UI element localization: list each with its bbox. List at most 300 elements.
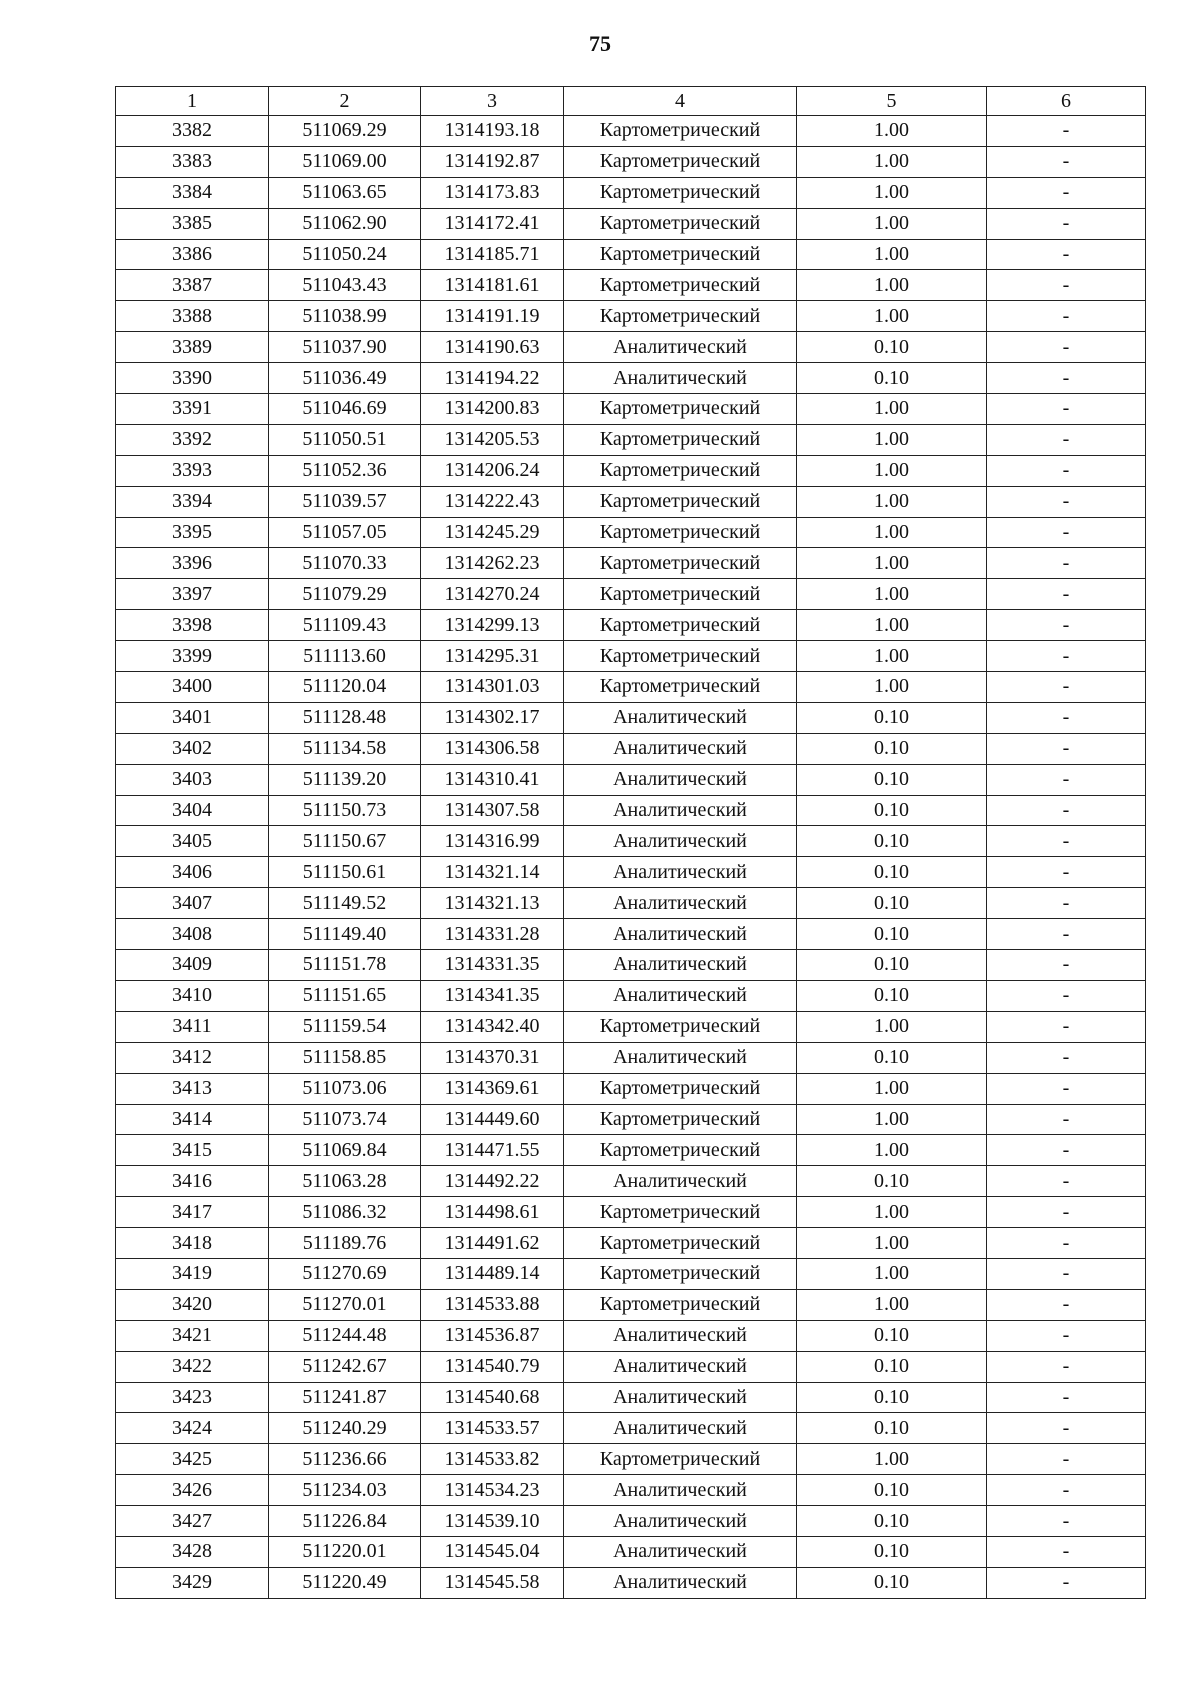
y-coordinate-cell: 1314299.13 [421, 610, 564, 641]
point-number-cell: 3386 [116, 239, 269, 270]
note-cell: - [987, 1413, 1146, 1444]
table-row [116, 1382, 1146, 1413]
y-coordinate-cell: 1314316.99 [421, 826, 564, 857]
x-coordinate-cell: 511149.40 [269, 919, 421, 950]
accuracy-cell: 0.10 [797, 1320, 987, 1351]
x-coordinate-cell: 511236.66 [269, 1444, 421, 1475]
x-coordinate-cell: 511037.90 [269, 332, 421, 363]
point-number-cell: 3389 [116, 332, 269, 363]
point-number-cell: 3412 [116, 1042, 269, 1073]
x-coordinate-cell: 511242.67 [269, 1351, 421, 1382]
point-number-cell: 3396 [116, 548, 269, 579]
y-coordinate-cell: 1314270.24 [421, 579, 564, 610]
table-row [116, 1506, 1146, 1537]
y-coordinate-cell: 1314206.24 [421, 455, 564, 486]
x-coordinate-cell: 511046.69 [269, 394, 421, 425]
note-cell: - [987, 826, 1146, 857]
y-coordinate-cell: 1314307.58 [421, 795, 564, 826]
method-cell: Аналитический [564, 702, 797, 733]
point-number-cell: 3421 [116, 1320, 269, 1351]
method-cell: Аналитический [564, 1536, 797, 1567]
x-coordinate-cell: 511043.43 [269, 270, 421, 301]
table-row [116, 1320, 1146, 1351]
y-coordinate-cell: 1314193.18 [421, 116, 564, 147]
accuracy-cell: 1.00 [797, 1444, 987, 1475]
note-cell: - [987, 455, 1146, 486]
accuracy-cell: 1.00 [797, 208, 987, 239]
table-row [116, 301, 1146, 332]
accuracy-cell: 1.00 [797, 672, 987, 703]
point-number-cell: 3391 [116, 394, 269, 425]
y-coordinate-cell: 1314245.29 [421, 517, 564, 548]
note-cell: - [987, 548, 1146, 579]
accuracy-cell: 0.10 [797, 1351, 987, 1382]
table-row [116, 1166, 1146, 1197]
accuracy-cell: 0.10 [797, 1042, 987, 1073]
table-row [116, 1413, 1146, 1444]
method-cell: Картометрический [564, 548, 797, 579]
method-cell: Картометрический [564, 270, 797, 301]
x-coordinate-cell: 511244.48 [269, 1320, 421, 1351]
y-coordinate-cell: 1314369.61 [421, 1073, 564, 1104]
method-cell: Картометрический [564, 1258, 797, 1289]
accuracy-cell: 0.10 [797, 1413, 987, 1444]
accuracy-cell: 1.00 [797, 548, 987, 579]
column-header-1: 1 [116, 87, 269, 116]
note-cell: - [987, 208, 1146, 239]
method-cell: Аналитический [564, 980, 797, 1011]
table-row [116, 919, 1146, 950]
column-header-5: 5 [797, 87, 987, 116]
table-row [116, 1042, 1146, 1073]
table-row [116, 1258, 1146, 1289]
method-cell: Аналитический [564, 1567, 797, 1598]
method-cell: Картометрический [564, 239, 797, 270]
point-number-cell: 3407 [116, 888, 269, 919]
point-number-cell: 3402 [116, 733, 269, 764]
method-cell: Аналитический [564, 857, 797, 888]
note-cell: - [987, 1506, 1146, 1537]
x-coordinate-cell: 511158.85 [269, 1042, 421, 1073]
x-coordinate-cell: 511039.57 [269, 486, 421, 517]
accuracy-cell: 0.10 [797, 980, 987, 1011]
method-cell: Аналитический [564, 332, 797, 363]
column-header-3: 3 [421, 87, 564, 116]
note-cell: - [987, 1351, 1146, 1382]
note-cell: - [987, 1536, 1146, 1567]
note-cell: - [987, 764, 1146, 795]
x-coordinate-cell: 511150.61 [269, 857, 421, 888]
point-number-cell: 3426 [116, 1475, 269, 1506]
point-number-cell: 3398 [116, 610, 269, 641]
note-cell: - [987, 1135, 1146, 1166]
accuracy-cell: 0.10 [797, 950, 987, 981]
x-coordinate-cell: 511226.84 [269, 1506, 421, 1537]
note-cell: - [987, 177, 1146, 208]
table-row [116, 980, 1146, 1011]
x-coordinate-cell: 511120.04 [269, 672, 421, 703]
method-cell: Аналитический [564, 1320, 797, 1351]
accuracy-cell: 1.00 [797, 455, 987, 486]
method-cell: Картометрический [564, 301, 797, 332]
x-coordinate-cell: 511063.28 [269, 1166, 421, 1197]
x-coordinate-cell: 511113.60 [269, 641, 421, 672]
method-cell: Аналитический [564, 888, 797, 919]
point-number-cell: 3399 [116, 641, 269, 672]
note-cell: - [987, 888, 1146, 919]
method-cell: Картометрический [564, 1444, 797, 1475]
table-row [116, 208, 1146, 239]
method-cell: Картометрический [564, 424, 797, 455]
x-coordinate-cell: 511073.06 [269, 1073, 421, 1104]
accuracy-cell: 1.00 [797, 394, 987, 425]
y-coordinate-cell: 1314310.41 [421, 764, 564, 795]
accuracy-cell: 0.10 [797, 826, 987, 857]
x-coordinate-cell: 511128.48 [269, 702, 421, 733]
table-row [116, 239, 1146, 270]
y-coordinate-cell: 1314301.03 [421, 672, 564, 703]
page-number: 75 [589, 31, 611, 56]
y-coordinate-cell: 1314533.88 [421, 1289, 564, 1320]
point-number-cell: 3408 [116, 919, 269, 950]
note-cell: - [987, 363, 1146, 394]
method-cell: Картометрический [564, 486, 797, 517]
point-number-cell: 3429 [116, 1567, 269, 1598]
point-number-cell: 3422 [116, 1351, 269, 1382]
table-row [116, 1567, 1146, 1598]
note-cell: - [987, 394, 1146, 425]
point-number-cell: 3400 [116, 672, 269, 703]
point-number-cell: 3427 [116, 1506, 269, 1537]
note-cell: - [987, 641, 1146, 672]
accuracy-cell: 1.00 [797, 579, 987, 610]
y-coordinate-cell: 1314471.55 [421, 1135, 564, 1166]
note-cell: - [987, 1475, 1146, 1506]
note-cell: - [987, 702, 1146, 733]
y-coordinate-cell: 1314545.58 [421, 1567, 564, 1598]
table-row [116, 332, 1146, 363]
accuracy-cell: 0.10 [797, 795, 987, 826]
method-cell: Картометрический [564, 1228, 797, 1259]
x-coordinate-cell: 511063.65 [269, 177, 421, 208]
accuracy-cell: 0.10 [797, 702, 987, 733]
note-cell: - [987, 857, 1146, 888]
y-coordinate-cell: 1314321.13 [421, 888, 564, 919]
point-number-cell: 3390 [116, 363, 269, 394]
accuracy-cell: 0.10 [797, 764, 987, 795]
accuracy-cell: 1.00 [797, 424, 987, 455]
note-cell: - [987, 1320, 1146, 1351]
accuracy-cell: 1.00 [797, 1104, 987, 1135]
accuracy-cell: 1.00 [797, 1258, 987, 1289]
table-row [116, 1011, 1146, 1042]
accuracy-cell: 0.10 [797, 857, 987, 888]
point-number-cell: 3425 [116, 1444, 269, 1475]
x-coordinate-cell: 511150.73 [269, 795, 421, 826]
x-coordinate-cell: 511220.01 [269, 1536, 421, 1567]
point-number-cell: 3404 [116, 795, 269, 826]
x-coordinate-cell: 511070.33 [269, 548, 421, 579]
table-row [116, 548, 1146, 579]
accuracy-cell: 0.10 [797, 888, 987, 919]
method-cell: Картометрический [564, 208, 797, 239]
note-cell: - [987, 1382, 1146, 1413]
point-number-cell: 3428 [116, 1536, 269, 1567]
accuracy-cell: 1.00 [797, 116, 987, 147]
method-cell: Аналитический [564, 1351, 797, 1382]
table-row [116, 1228, 1146, 1259]
y-coordinate-cell: 1314545.04 [421, 1536, 564, 1567]
table-row [116, 641, 1146, 672]
x-coordinate-cell: 511086.32 [269, 1197, 421, 1228]
table-row [116, 177, 1146, 208]
method-cell: Аналитический [564, 795, 797, 826]
accuracy-cell: 1.00 [797, 641, 987, 672]
x-coordinate-cell: 511069.00 [269, 146, 421, 177]
x-coordinate-cell: 511069.84 [269, 1135, 421, 1166]
coordinates-table [115, 86, 1146, 1599]
accuracy-cell: 0.10 [797, 1506, 987, 1537]
point-number-cell: 3424 [116, 1413, 269, 1444]
method-cell: Аналитический [564, 363, 797, 394]
x-coordinate-cell: 511057.05 [269, 517, 421, 548]
note-cell: - [987, 424, 1146, 455]
x-coordinate-cell: 511139.20 [269, 764, 421, 795]
y-coordinate-cell: 1314540.68 [421, 1382, 564, 1413]
x-coordinate-cell: 511062.90 [269, 208, 421, 239]
y-coordinate-cell: 1314331.35 [421, 950, 564, 981]
table-row [116, 950, 1146, 981]
point-number-cell: 3420 [116, 1289, 269, 1320]
x-coordinate-cell: 511240.29 [269, 1413, 421, 1444]
accuracy-cell: 0.10 [797, 1567, 987, 1598]
y-coordinate-cell: 1314222.43 [421, 486, 564, 517]
table-row [116, 146, 1146, 177]
accuracy-cell: 1.00 [797, 486, 987, 517]
table-row [116, 888, 1146, 919]
note-cell: - [987, 1567, 1146, 1598]
method-cell: Картометрический [564, 394, 797, 425]
accuracy-cell: 1.00 [797, 1197, 987, 1228]
note-cell: - [987, 1011, 1146, 1042]
method-cell: Аналитический [564, 1506, 797, 1537]
note-cell: - [987, 486, 1146, 517]
note-cell: - [987, 301, 1146, 332]
x-coordinate-cell: 511069.29 [269, 116, 421, 147]
accuracy-cell: 1.00 [797, 239, 987, 270]
accuracy-cell: 1.00 [797, 270, 987, 301]
y-coordinate-cell: 1314449.60 [421, 1104, 564, 1135]
accuracy-cell: 0.10 [797, 363, 987, 394]
method-cell: Картометрический [564, 610, 797, 641]
table-row [116, 1351, 1146, 1382]
table-row [116, 733, 1146, 764]
method-cell: Аналитический [564, 1413, 797, 1444]
y-coordinate-cell: 1314489.14 [421, 1258, 564, 1289]
x-coordinate-cell: 511050.51 [269, 424, 421, 455]
table-row [116, 270, 1146, 301]
accuracy-cell: 1.00 [797, 1289, 987, 1320]
note-cell: - [987, 1258, 1146, 1289]
accuracy-cell: 1.00 [797, 517, 987, 548]
y-coordinate-cell: 1314295.31 [421, 641, 564, 672]
y-coordinate-cell: 1314491.62 [421, 1228, 564, 1259]
note-cell: - [987, 610, 1146, 641]
method-cell: Аналитический [564, 919, 797, 950]
method-cell: Картометрический [564, 177, 797, 208]
x-coordinate-cell: 511134.58 [269, 733, 421, 764]
table-row [116, 764, 1146, 795]
y-coordinate-cell: 1314191.19 [421, 301, 564, 332]
point-number-cell: 3406 [116, 857, 269, 888]
column-header-4: 4 [564, 87, 797, 116]
note-cell: - [987, 1166, 1146, 1197]
point-number-cell: 3392 [116, 424, 269, 455]
note-cell: - [987, 980, 1146, 1011]
table-row [116, 702, 1146, 733]
method-cell: Картометрический [564, 1104, 797, 1135]
table-row [116, 455, 1146, 486]
method-cell: Аналитический [564, 1042, 797, 1073]
header-row [116, 87, 1146, 116]
y-coordinate-cell: 1314173.83 [421, 177, 564, 208]
y-coordinate-cell: 1314200.83 [421, 394, 564, 425]
method-cell: Аналитический [564, 733, 797, 764]
y-coordinate-cell: 1314306.58 [421, 733, 564, 764]
y-coordinate-cell: 1314302.17 [421, 702, 564, 733]
x-coordinate-cell: 511270.69 [269, 1258, 421, 1289]
column-header-6: 6 [987, 87, 1146, 116]
y-coordinate-cell: 1314540.79 [421, 1351, 564, 1382]
y-coordinate-cell: 1314533.82 [421, 1444, 564, 1475]
note-cell: - [987, 579, 1146, 610]
table-row [116, 486, 1146, 517]
note-cell: - [987, 146, 1146, 177]
point-number-cell: 3384 [116, 177, 269, 208]
accuracy-cell: 0.10 [797, 919, 987, 950]
note-cell: - [987, 1104, 1146, 1135]
note-cell: - [987, 1073, 1146, 1104]
point-number-cell: 3401 [116, 702, 269, 733]
note-cell: - [987, 332, 1146, 363]
y-coordinate-cell: 1314539.10 [421, 1506, 564, 1537]
method-cell: Картометрический [564, 116, 797, 147]
table-row [116, 363, 1146, 394]
point-number-cell: 3415 [116, 1135, 269, 1166]
y-coordinate-cell: 1314321.14 [421, 857, 564, 888]
y-coordinate-cell: 1314185.71 [421, 239, 564, 270]
accuracy-cell: 0.10 [797, 332, 987, 363]
point-number-cell: 3383 [116, 146, 269, 177]
x-coordinate-cell: 511241.87 [269, 1382, 421, 1413]
accuracy-cell: 0.10 [797, 1166, 987, 1197]
table-header [116, 87, 1146, 116]
table-row [116, 1289, 1146, 1320]
table-row [116, 394, 1146, 425]
point-number-cell: 3382 [116, 116, 269, 147]
note-cell: - [987, 795, 1146, 826]
table-row [116, 116, 1146, 147]
method-cell: Картометрический [564, 672, 797, 703]
x-coordinate-cell: 511150.67 [269, 826, 421, 857]
accuracy-cell: 1.00 [797, 146, 987, 177]
method-cell: Аналитический [564, 1382, 797, 1413]
accuracy-cell: 1.00 [797, 610, 987, 641]
column-header-2: 2 [269, 87, 421, 116]
table-row [116, 579, 1146, 610]
y-coordinate-cell: 1314190.63 [421, 332, 564, 363]
accuracy-cell: 1.00 [797, 1135, 987, 1166]
y-coordinate-cell: 1314341.35 [421, 980, 564, 1011]
x-coordinate-cell: 511234.03 [269, 1475, 421, 1506]
note-cell: - [987, 239, 1146, 270]
x-coordinate-cell: 511109.43 [269, 610, 421, 641]
point-number-cell: 3411 [116, 1011, 269, 1042]
table-row [116, 1135, 1146, 1166]
x-coordinate-cell: 511159.54 [269, 1011, 421, 1042]
point-number-cell: 3418 [116, 1228, 269, 1259]
table-row [116, 1104, 1146, 1135]
note-cell: - [987, 672, 1146, 703]
method-cell: Картометрический [564, 1011, 797, 1042]
y-coordinate-cell: 1314492.22 [421, 1166, 564, 1197]
point-number-cell: 3405 [116, 826, 269, 857]
note-cell: - [987, 1444, 1146, 1475]
note-cell: - [987, 950, 1146, 981]
point-number-cell: 3409 [116, 950, 269, 981]
point-number-cell: 3423 [116, 1382, 269, 1413]
table-row [116, 1073, 1146, 1104]
x-coordinate-cell: 511052.36 [269, 455, 421, 486]
note-cell: - [987, 1042, 1146, 1073]
accuracy-cell: 0.10 [797, 1536, 987, 1567]
method-cell: Аналитический [564, 764, 797, 795]
table-row [116, 517, 1146, 548]
method-cell: Картометрический [564, 1289, 797, 1320]
table-row [116, 795, 1146, 826]
note-cell: - [987, 116, 1146, 147]
accuracy-cell: 1.00 [797, 1228, 987, 1259]
method-cell: Картометрический [564, 146, 797, 177]
point-number-cell: 3414 [116, 1104, 269, 1135]
y-coordinate-cell: 1314205.53 [421, 424, 564, 455]
accuracy-cell: 0.10 [797, 733, 987, 764]
x-coordinate-cell: 511151.65 [269, 980, 421, 1011]
table-row [116, 610, 1146, 641]
accuracy-cell: 1.00 [797, 1073, 987, 1104]
point-number-cell: 3393 [116, 455, 269, 486]
y-coordinate-cell: 1314370.31 [421, 1042, 564, 1073]
table-row [116, 1197, 1146, 1228]
y-coordinate-cell: 1314534.23 [421, 1475, 564, 1506]
method-cell: Картометрический [564, 1073, 797, 1104]
method-cell: Картометрический [564, 579, 797, 610]
method-cell: Картометрический [564, 455, 797, 486]
method-cell: Аналитический [564, 1166, 797, 1197]
point-number-cell: 3403 [116, 764, 269, 795]
x-coordinate-cell: 511050.24 [269, 239, 421, 270]
table-row [116, 1444, 1146, 1475]
method-cell: Картометрический [564, 1197, 797, 1228]
y-coordinate-cell: 1314262.23 [421, 548, 564, 579]
x-coordinate-cell: 511270.01 [269, 1289, 421, 1320]
table-row [116, 1536, 1146, 1567]
point-number-cell: 3410 [116, 980, 269, 1011]
point-number-cell: 3417 [116, 1197, 269, 1228]
point-number-cell: 3385 [116, 208, 269, 239]
y-coordinate-cell: 1314533.57 [421, 1413, 564, 1444]
note-cell: - [987, 733, 1146, 764]
